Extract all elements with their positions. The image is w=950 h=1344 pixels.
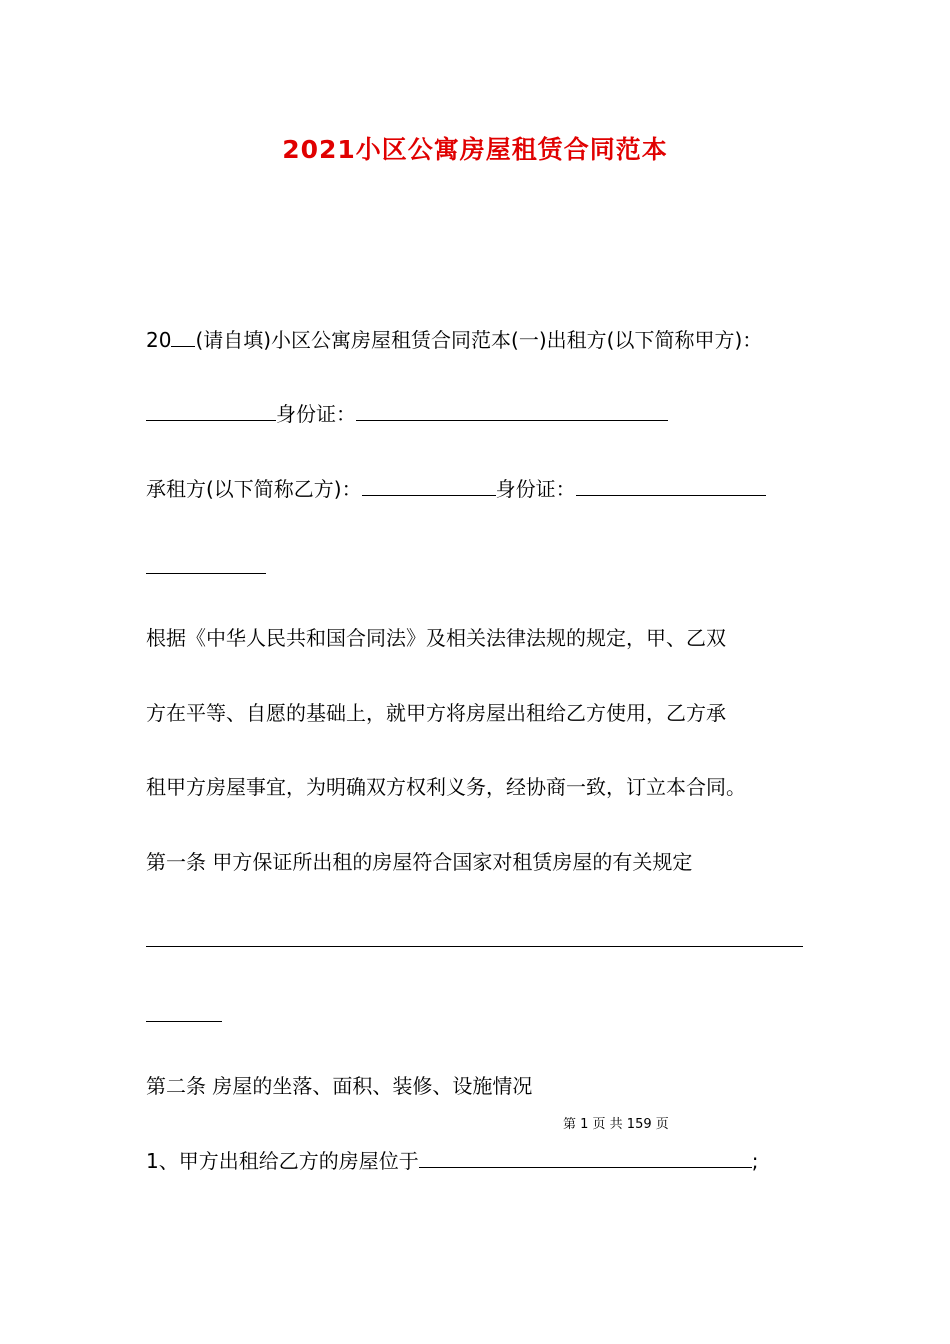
year-prefix: 20 (146, 328, 172, 352)
article-1-blank-continued[interactable] (146, 1021, 222, 1022)
lessee-name-blank[interactable] (362, 475, 496, 496)
line-lessee (146, 475, 766, 503)
line-lessor-id (146, 400, 668, 428)
page-footer: 第 1 页 共 159 页 (563, 1117, 669, 1132)
lessee-id-blank-continued[interactable] (146, 573, 266, 574)
address-blank[interactable] (419, 1147, 752, 1168)
item-1-end: ; (751, 1149, 759, 1173)
lessee-id-blank[interactable] (576, 475, 766, 496)
lessor-label: (请自填)小区公寓房屋租赁合同范本(一)出租方(以下简称甲方)： (195, 328, 763, 352)
item-1-line (146, 1147, 758, 1175)
paragraph-line: 租甲方房屋事宜，为明确双方权利义务，经协商一致，订立本合同。 (146, 775, 746, 799)
year-blank[interactable] (171, 326, 195, 347)
document-title: 2021小区公寓房屋租赁合同范本 (282, 135, 668, 164)
item-1-label: 1、甲方出租给乙方的房屋位于 (146, 1149, 419, 1173)
article-1-blank[interactable] (146, 946, 803, 947)
lessee-id-label: 身份证： (495, 477, 576, 501)
lessor-id-blank[interactable] (356, 400, 668, 421)
lessor-name-blank[interactable] (146, 400, 276, 421)
id-label: 身份证： (276, 402, 356, 426)
paragraph-line: 根据《中华人民共和国合同法》及相关法律法规的规定，甲、乙双 (146, 626, 726, 650)
article-1-heading: 第一条 甲方保证所出租的房屋符合国家对租赁房屋的有关规定 (146, 850, 693, 874)
paragraph-line: 方在平等、自愿的基础上，就甲方将房屋出租给乙方使用，乙方承 (146, 701, 726, 725)
article-2-heading: 第二条 房屋的坐落、面积、装修、设施情况 (146, 1074, 533, 1098)
line-lessor (146, 326, 762, 354)
lessee-label: 承租方(以下简称乙方)： (146, 477, 362, 501)
